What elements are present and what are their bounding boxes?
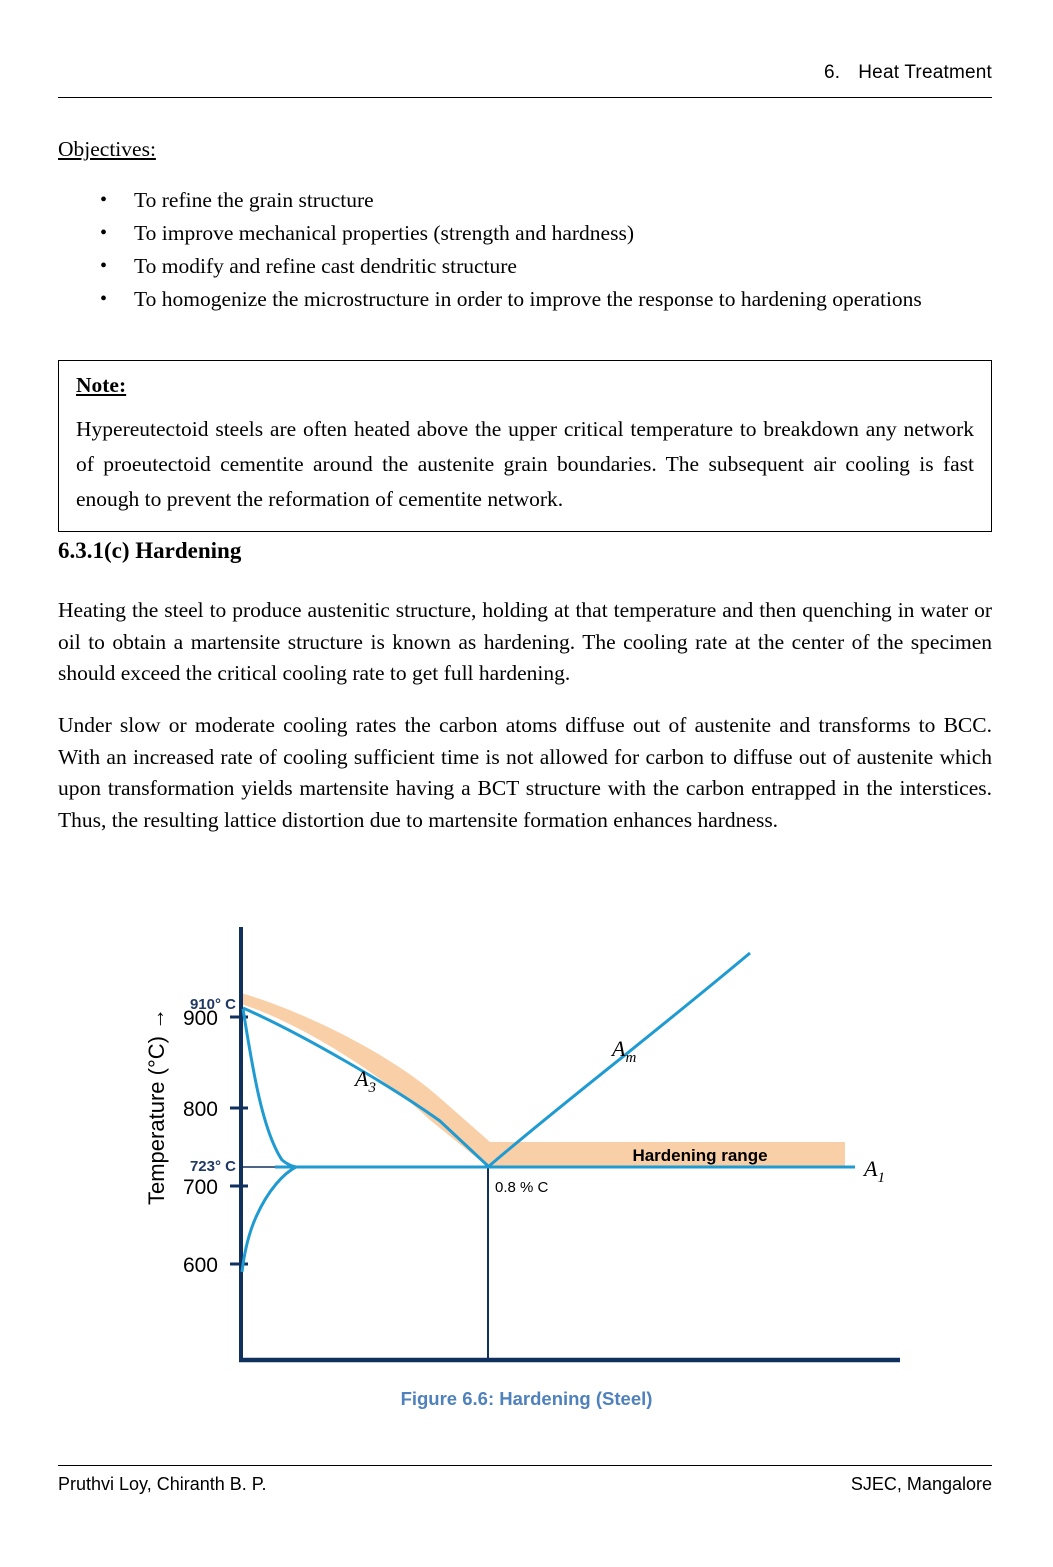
y-tick-label-600: 600	[182, 1254, 218, 1277]
bullet-icon: •	[100, 189, 108, 211]
figure-caption: Figure 6.6: Hardening (Steel)	[400, 1388, 653, 1409]
ferrite-boundary-lower	[242, 1167, 296, 1272]
y-tick-label-800: 800	[182, 1098, 218, 1121]
bullet-icon: •	[100, 255, 108, 277]
note-box	[58, 360, 992, 532]
header-rule	[58, 97, 992, 98]
header-chapter-title: Heat Treatment	[858, 62, 992, 83]
footer-institution: SJEC, Mangalore	[850, 1474, 992, 1494]
label-723c: 723° C	[189, 1158, 236, 1175]
list-item	[96, 250, 992, 283]
page-header	[58, 62, 992, 91]
label-910c: 910° C	[189, 996, 236, 1013]
objectives-list	[96, 184, 992, 316]
footer-authors: Pruthvi Loy, Chiranth B. P.	[58, 1474, 267, 1494]
list-item-text: To homogenize the microstructure in order to improve the response to hardening operations	[134, 287, 922, 311]
footer-rule	[58, 1465, 992, 1466]
label-a1: $A_1$	[864, 1156, 885, 1186]
page-footer	[58, 1474, 992, 1495]
objectives-label: Objectives:	[58, 137, 156, 161]
list-item	[96, 283, 992, 316]
list-item	[96, 217, 992, 250]
header-chapter-number: 6.	[824, 62, 841, 83]
hardening-range-band	[241, 993, 845, 1167]
label-acm: $A_m$	[612, 1036, 637, 1066]
label-a3: $A_3$	[355, 1066, 376, 1096]
paragraph-2: Under slow or moderate cooling rates the carbon atoms diffuse out of austenite and transforms to BCC. With an increased rate of cooling sufficient time is not allowed for carbon to diffuse out of austenite which upon transformation yields martensite having a BCT structure with the carbon entrapped in the interstices. Thus, the resulting lattice distortion due to martensite formation enhances hardness.	[58, 713, 992, 832]
paragraph-1: Heating the steel to produce austenitic structure, holding at that temperature and then quenching in water or oil to obtain a martensite structure is known as hardening. The cooling rate at the center of the specimen should exceed the critical cooling rate to get full hardening.	[58, 598, 992, 685]
list-item-text: To improve mechanical properties (strength and hardness)	[134, 221, 634, 245]
list-item-text: To modify and refine cast dendritic structure	[134, 254, 517, 278]
list-item-text: To refine the grain structure	[134, 188, 374, 212]
note-body: Hypereutectoid steels are often heated above the upper critical temperature to breakdown any network of proeutectoid cementite around the austenite grain boundaries. The subsequent air cooling is fast enough to prevent the reformation of cementite network.	[76, 417, 974, 511]
bullet-icon: •	[100, 288, 108, 310]
label-hardening-range: Hardening range	[632, 1146, 768, 1165]
bullet-icon: •	[100, 222, 108, 244]
ferrite-boundary-upper	[243, 1009, 296, 1167]
section-heading: 6.3.1(c) Hardening	[58, 538, 242, 563]
list-item	[96, 184, 992, 217]
figure-hardening-steel	[0, 905, 1053, 1385]
label-eutectoid-composition: 0.8 % C	[495, 1179, 549, 1196]
header-title	[824, 62, 992, 91]
y-axis-title: Temperature (°C) →	[144, 1007, 169, 1205]
y-tick-label-700: 700	[182, 1176, 218, 1199]
note-title: Note:	[76, 373, 127, 397]
y-tick-label-900: 900	[182, 1007, 218, 1030]
